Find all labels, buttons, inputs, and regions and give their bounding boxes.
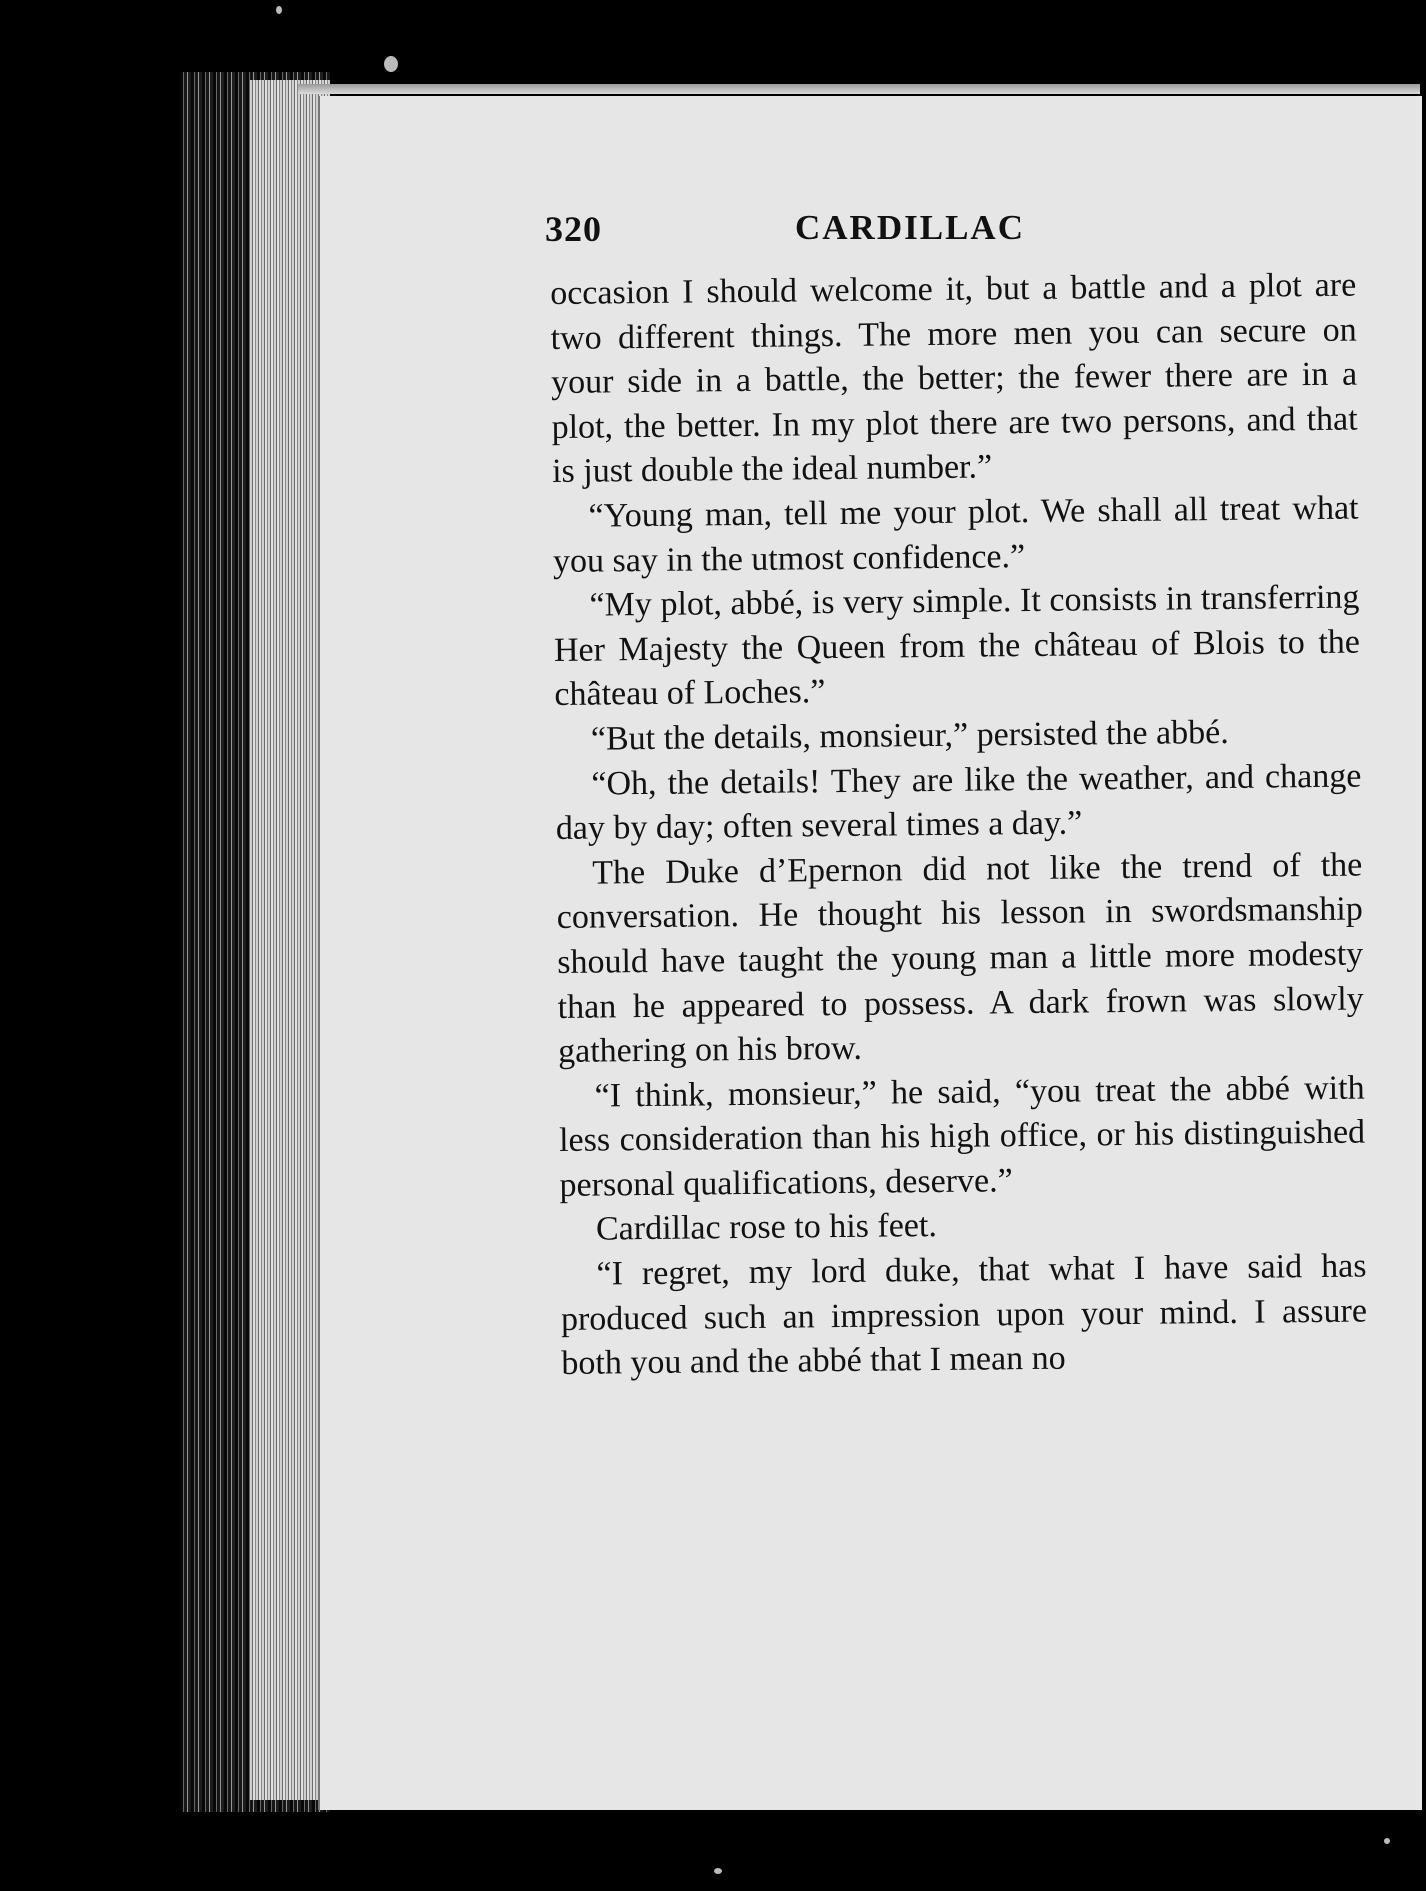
paragraph: “I regret, my lord duke, that what I have said has produced such an impression upon your mind. I assure both you and the abbé that I mean no xyxy=(560,1247,1368,1383)
scan-speck xyxy=(714,1868,722,1874)
page-number: 320 xyxy=(545,209,602,249)
page-top-edge xyxy=(298,84,1420,94)
paragraph: Cardillac rose to his feet. xyxy=(595,1207,938,1249)
scan-speck xyxy=(1384,1838,1390,1844)
paragraph: “Young man, tell me your plot. We shall all treat what you say in the utmost confidence.” xyxy=(552,489,1359,580)
paragraph: “But the details, monsieur,” persisted the abbé. xyxy=(590,713,1229,758)
scan-speck xyxy=(384,56,398,72)
paragraph: The Duke d’Epernon did not like the trend of the conversation. He thought his lesson in swordsmanship should have taught the young man a little more modesty than he appeared to possess. A dark frown was slowly gathering on his brow. xyxy=(556,846,1364,1071)
running-head xyxy=(545,208,1365,268)
body-text xyxy=(550,264,1368,1387)
scan-speck xyxy=(276,6,282,14)
running-title: CARDILLAC xyxy=(795,208,1025,247)
paragraph: “I think, monsieur,” he said, “you treat the abbé with less consideration than his high office, or his distinguished personal qualifications, deserve.” xyxy=(558,1069,1366,1204)
paragraph: occasion I should welcome it, but a battle and a plot are two different things. The more men you can secure on your side in a battle, the better; the fewer there are in a plot, the better. In my plot there are two persons, and that is just double the ideal number.” xyxy=(550,266,1358,491)
paragraph: “Oh, the details! They are like the weather, and change day by day; often several times a day.” xyxy=(555,757,1362,848)
paragraph: “My plot, abbé, is very simple. It consists in transferring Her Majesty the Queen from the château of Blois to the château of Loches.” xyxy=(553,578,1361,714)
